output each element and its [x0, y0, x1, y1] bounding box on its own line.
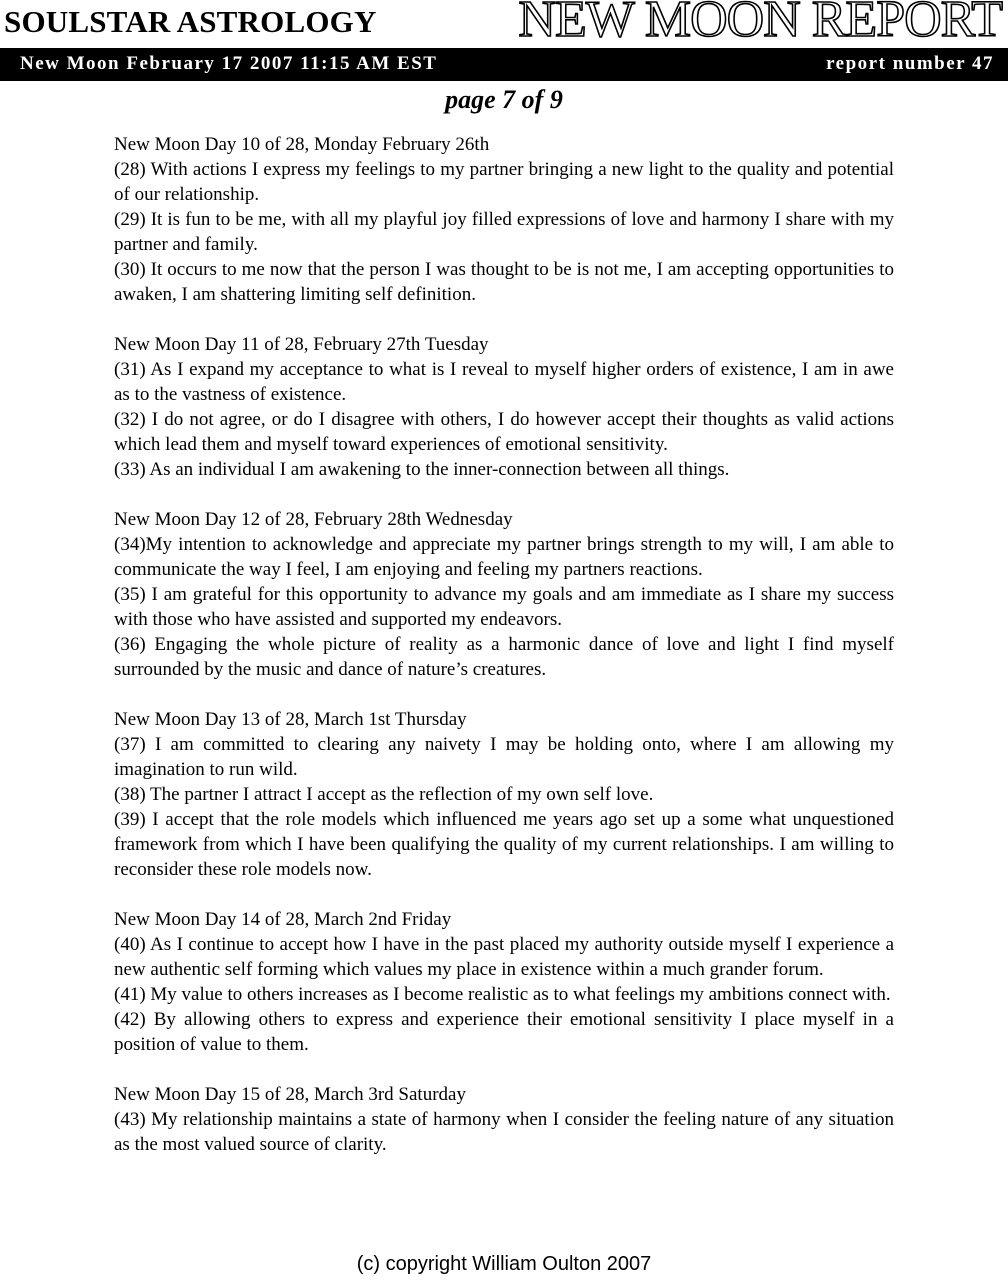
- affirmation: (33) As an individual I am awakening to the inner-connection between all things.: [114, 459, 730, 480]
- day-heading: New Moon Day 11 of 28, February 27th Tuesday: [114, 334, 489, 355]
- brand-name: SOULSTAR ASTROLOGY: [4, 4, 377, 39]
- moon-info: New Moon February 17 2007 11:15 AM EST: [20, 53, 438, 74]
- day-section: [114, 907, 894, 1057]
- day-heading: New Moon Day 13 of 28, March 1st Thursday: [114, 709, 467, 730]
- affirmation: (38) The partner I attract I accept as the reflection of my own self love.: [114, 784, 654, 805]
- page-number: page 7 of 9: [445, 85, 563, 114]
- affirmation: (35) I am grateful for this opportunity to advance my goals and am immediate as I share my success with those who have assisted and supported my endeavors.: [114, 584, 894, 630]
- affirmation: (32) I do not agree, or do I disagree with others, I do however accept their thoughts as valid actions which lead them and myself toward experiences of emotional sensitivity.: [114, 409, 894, 455]
- report-number: report number 47: [826, 53, 994, 74]
- day-section: [114, 507, 894, 682]
- day-section: [114, 1082, 894, 1157]
- affirmation: (31) As I expand my acceptance to what is I reveal to myself higher orders of existence, I am in awe as to the vastness of existence.: [114, 359, 894, 405]
- affirmation: (28) With actions I express my feelings to my partner bringing a new light to the quality and potential of our relationship.: [114, 159, 894, 205]
- affirmation: (42) By allowing others to express and experience their emotional sensitivity I place myself in a position of value to them.: [114, 1009, 894, 1055]
- affirmation: (40) As I continue to accept how I have in the past placed my authority outside myself I experience a new authentic self forming which values my place in existence within a much grander forum.: [114, 934, 894, 980]
- report-content: [114, 132, 894, 1182]
- affirmation: (36) Engaging the whole picture of reality as a harmonic dance of love and light I find myself surrounded by the music and dance of nature’s creatures.: [114, 634, 894, 680]
- affirmation: (29) It is fun to be me, with all my playful joy filled expressions of love and harmony I share with my partner and family.: [114, 209, 894, 255]
- report-title: NEW MOON REPORT: [518, 0, 1002, 48]
- copyright-footer: (c) copyright William Oulton 2007: [356, 1253, 652, 1275]
- masthead: [0, 0, 1008, 48]
- affirmation: (39) I accept that the role models which influenced me years ago set up a some what unquestioned framework from which I have been qualifying the quality of my current relationships. I am willing to reconsider these role models now.: [114, 809, 894, 880]
- info-bar: [0, 48, 1008, 81]
- day-heading: New Moon Day 12 of 28, February 28th Wednesday: [114, 509, 513, 530]
- affirmation: (41) My value to others increases as I become realistic as to what feelings my ambitions connect with.: [114, 984, 891, 1005]
- affirmation: (34)My intention to acknowledge and appreciate my partner brings strength to my will, I am able to communicate the way I feel, I am enjoying and feeling my partners reactions.: [114, 534, 894, 580]
- affirmation: (43) My relationship maintains a state of harmony when I consider the feeling nature of any situation as the most valued source of clarity.: [114, 1109, 894, 1155]
- day-heading: New Moon Day 10 of 28, Monday February 26th: [114, 134, 490, 155]
- day-heading: New Moon Day 14 of 28, March 2nd Friday: [114, 909, 452, 930]
- affirmation: (30) It occurs to me now that the person I was thought to be is not me, I am accepting opportunities to awaken, I am shattering limiting self definition.: [114, 259, 894, 305]
- day-heading: New Moon Day 15 of 28, March 3rd Saturday: [114, 1084, 466, 1105]
- day-section: [114, 132, 894, 307]
- day-section: [114, 707, 894, 882]
- affirmation: (37) I am committed to clearing any naivety I may be holding onto, where I am allowing my imagination to run wild.: [114, 734, 894, 780]
- day-section: [114, 332, 894, 482]
